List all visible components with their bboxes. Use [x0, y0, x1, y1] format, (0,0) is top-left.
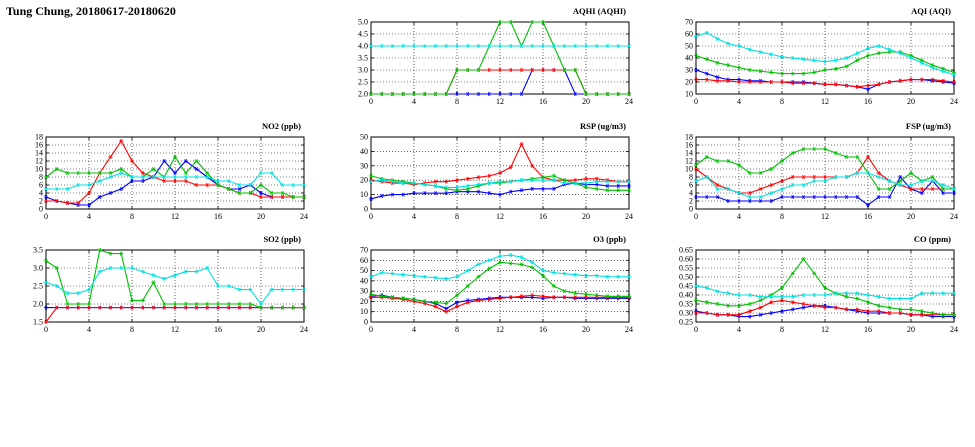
y-tick-label: 0.35 — [679, 299, 693, 309]
chart-svg-fsp — [670, 131, 960, 223]
x-tick-label: 8 — [455, 97, 459, 106]
x-tick-label: 4 — [737, 212, 741, 221]
chart-panel-o3 — [345, 234, 635, 336]
x-tick-label: 24 — [300, 325, 308, 334]
x-tick-label: 24 — [950, 325, 958, 334]
x-tick-label: 20 — [582, 325, 590, 334]
x-tick-label: 16 — [864, 212, 872, 221]
y-tick-label: 0.50 — [679, 272, 693, 282]
x-tick-label: 4 — [87, 212, 91, 221]
y-tick-label: 50 — [360, 132, 368, 142]
y-tick-label: 4 — [689, 188, 693, 198]
x-tick-label: 16 — [864, 325, 872, 334]
chart-title-aqi: AQI (AQI) — [911, 6, 951, 16]
y-tick-label: 10 — [360, 307, 368, 317]
x-tick-label: 24 — [625, 97, 633, 106]
y-tick-label: 3.0 — [33, 263, 43, 273]
x-tick-label: 20 — [257, 212, 265, 221]
x-tick-label: 12 — [821, 97, 829, 106]
page-title: Tung Chung, 20180617-20180620 — [6, 4, 176, 18]
y-tick-label: 3.0 — [358, 65, 368, 75]
y-tick-label: 50 — [685, 41, 693, 51]
y-tick-label: 2 — [689, 196, 693, 206]
y-tick-label: 20 — [360, 175, 368, 185]
x-tick-label: 0 — [694, 97, 698, 106]
x-tick-label: 4 — [87, 325, 91, 334]
series-line-20180618 — [696, 157, 954, 193]
x-tick-label: 4 — [412, 97, 416, 106]
x-tick-label: 16 — [214, 212, 222, 221]
y-tick-label: 6 — [689, 180, 693, 190]
chart-title-rsp: RSP (ug/m3) — [579, 121, 626, 131]
x-tick-label: 8 — [130, 325, 134, 334]
x-tick-label: 4 — [412, 325, 416, 334]
y-tick-label: 70 — [685, 17, 693, 27]
y-tick-label: 3.5 — [33, 245, 43, 255]
y-tick-label: 0.40 — [679, 290, 693, 300]
x-tick-label: 16 — [539, 97, 547, 106]
y-tick-label: 70 — [360, 245, 368, 255]
x-tick-label: 20 — [582, 212, 590, 221]
y-tick-label: 16 — [35, 140, 43, 150]
chart-title-aqhi: AQHI (AQHI) — [572, 6, 626, 16]
y-tick-label: 0.55 — [679, 263, 693, 273]
x-tick-label: 12 — [821, 212, 829, 221]
y-tick-label: 0.25 — [679, 317, 693, 327]
x-tick-label: 12 — [821, 325, 829, 334]
x-tick-label: 24 — [950, 97, 958, 106]
series-line-20180620 — [371, 255, 629, 279]
x-tick-label: 24 — [300, 212, 308, 221]
x-tick-label: 24 — [625, 325, 633, 334]
x-tick-label: 12 — [171, 212, 179, 221]
y-tick-label: 12 — [685, 156, 693, 166]
y-tick-label: 2.5 — [33, 281, 43, 291]
chart-title-co: CO (ppm) — [913, 234, 951, 244]
x-tick-label: 12 — [496, 212, 504, 221]
y-tick-label: 4.5 — [358, 29, 368, 39]
y-tick-label: 40 — [360, 146, 368, 156]
y-tick-label: 0 — [364, 204, 368, 214]
x-tick-label: 16 — [214, 325, 222, 334]
x-tick-label: 16 — [539, 212, 547, 221]
x-tick-label: 8 — [130, 212, 134, 221]
y-tick-label: 14 — [35, 148, 43, 158]
chart-svg-so2 — [20, 244, 310, 336]
y-tick-label: 18 — [685, 132, 693, 142]
y-tick-label: 0 — [39, 204, 43, 214]
chart-title-fsp: FSP (ug/m3) — [905, 121, 951, 131]
y-tick-label: 0.60 — [679, 254, 693, 264]
y-tick-label: 30 — [360, 286, 368, 296]
y-tick-label: 2 — [39, 196, 43, 206]
x-tick-label: 8 — [455, 325, 459, 334]
y-tick-label: 30 — [360, 161, 368, 171]
y-tick-label: 8 — [689, 172, 693, 182]
y-tick-label: 1.5 — [33, 317, 43, 327]
x-tick-label: 24 — [625, 212, 633, 221]
x-tick-label: 20 — [907, 325, 915, 334]
x-tick-label: 20 — [257, 325, 265, 334]
chart-svg-aqi — [670, 16, 960, 108]
chart-panel-so2 — [20, 234, 310, 336]
x-tick-label: 0 — [44, 325, 48, 334]
x-tick-label: 8 — [780, 325, 784, 334]
x-tick-label: 20 — [582, 97, 590, 106]
x-tick-label: 20 — [907, 212, 915, 221]
y-tick-label: 0 — [689, 204, 693, 214]
chart-title-so2: SO2 (ppb) — [263, 234, 301, 244]
y-tick-label: 2.0 — [33, 299, 43, 309]
y-tick-label: 18 — [35, 132, 43, 142]
chart-title-no2: NO2 (ppb) — [262, 121, 301, 131]
chart-title-o3: O3 (ppb) — [593, 234, 626, 244]
y-tick-label: 4.0 — [358, 41, 368, 51]
chart-panel-co — [670, 234, 960, 336]
y-tick-label: 2.0 — [358, 89, 368, 99]
y-tick-label: 60 — [360, 255, 368, 265]
y-tick-label: 5.0 — [358, 17, 368, 27]
y-tick-label: 10 — [685, 89, 693, 99]
chart-panel-rsp — [345, 121, 635, 223]
x-tick-label: 0 — [694, 212, 698, 221]
y-tick-label: 0 — [364, 317, 368, 327]
x-tick-label: 0 — [369, 97, 373, 106]
x-tick-label: 20 — [907, 97, 915, 106]
x-tick-label: 24 — [950, 212, 958, 221]
y-tick-label: 0.30 — [679, 308, 693, 318]
x-tick-label: 4 — [412, 212, 416, 221]
y-tick-label: 12 — [35, 156, 43, 166]
series-line-20180620 — [696, 33, 954, 75]
y-tick-label: 60 — [685, 29, 693, 39]
y-tick-label: 50 — [360, 266, 368, 276]
y-tick-label: 30 — [685, 65, 693, 75]
chart-panel-no2 — [20, 121, 310, 223]
chart-panel-aqhi — [345, 6, 635, 108]
y-tick-label: 20 — [685, 77, 693, 87]
chart-svg-aqhi — [345, 16, 635, 108]
x-tick-label: 0 — [369, 325, 373, 334]
x-tick-label: 0 — [44, 212, 48, 221]
chart-svg-o3 — [345, 244, 635, 336]
x-tick-label: 4 — [737, 325, 741, 334]
y-tick-label: 0.65 — [679, 245, 693, 255]
y-tick-label: 10 — [685, 164, 693, 174]
x-tick-label: 12 — [496, 325, 504, 334]
x-tick-label: 4 — [737, 97, 741, 106]
y-tick-label: 3.5 — [358, 53, 368, 63]
y-tick-label: 20 — [360, 296, 368, 306]
y-tick-label: 40 — [360, 276, 368, 286]
x-tick-label: 8 — [455, 212, 459, 221]
series-line-20180618 — [46, 141, 304, 203]
chart-svg-rsp — [345, 131, 635, 223]
y-tick-label: 4 — [39, 188, 43, 198]
chart-panel-aqi — [670, 6, 960, 108]
x-tick-label: 8 — [780, 97, 784, 106]
x-tick-label: 12 — [171, 325, 179, 334]
x-tick-label: 0 — [369, 212, 373, 221]
x-tick-label: 0 — [694, 325, 698, 334]
y-tick-label: 10 — [35, 164, 43, 174]
chart-svg-co — [670, 244, 960, 336]
y-tick-label: 8 — [39, 172, 43, 182]
y-tick-label: 14 — [685, 148, 693, 158]
y-tick-label: 2.5 — [358, 77, 368, 87]
x-tick-label: 8 — [780, 212, 784, 221]
chart-panel-fsp — [670, 121, 960, 223]
x-tick-label: 16 — [864, 97, 872, 106]
x-tick-label: 16 — [539, 325, 547, 334]
x-tick-label: 12 — [496, 97, 504, 106]
chart-svg-no2 — [20, 131, 310, 223]
y-tick-label: 40 — [685, 53, 693, 63]
y-tick-label: 10 — [360, 190, 368, 200]
y-tick-label: 0.45 — [679, 281, 693, 291]
y-tick-label: 6 — [39, 180, 43, 190]
y-tick-label: 16 — [685, 140, 693, 150]
